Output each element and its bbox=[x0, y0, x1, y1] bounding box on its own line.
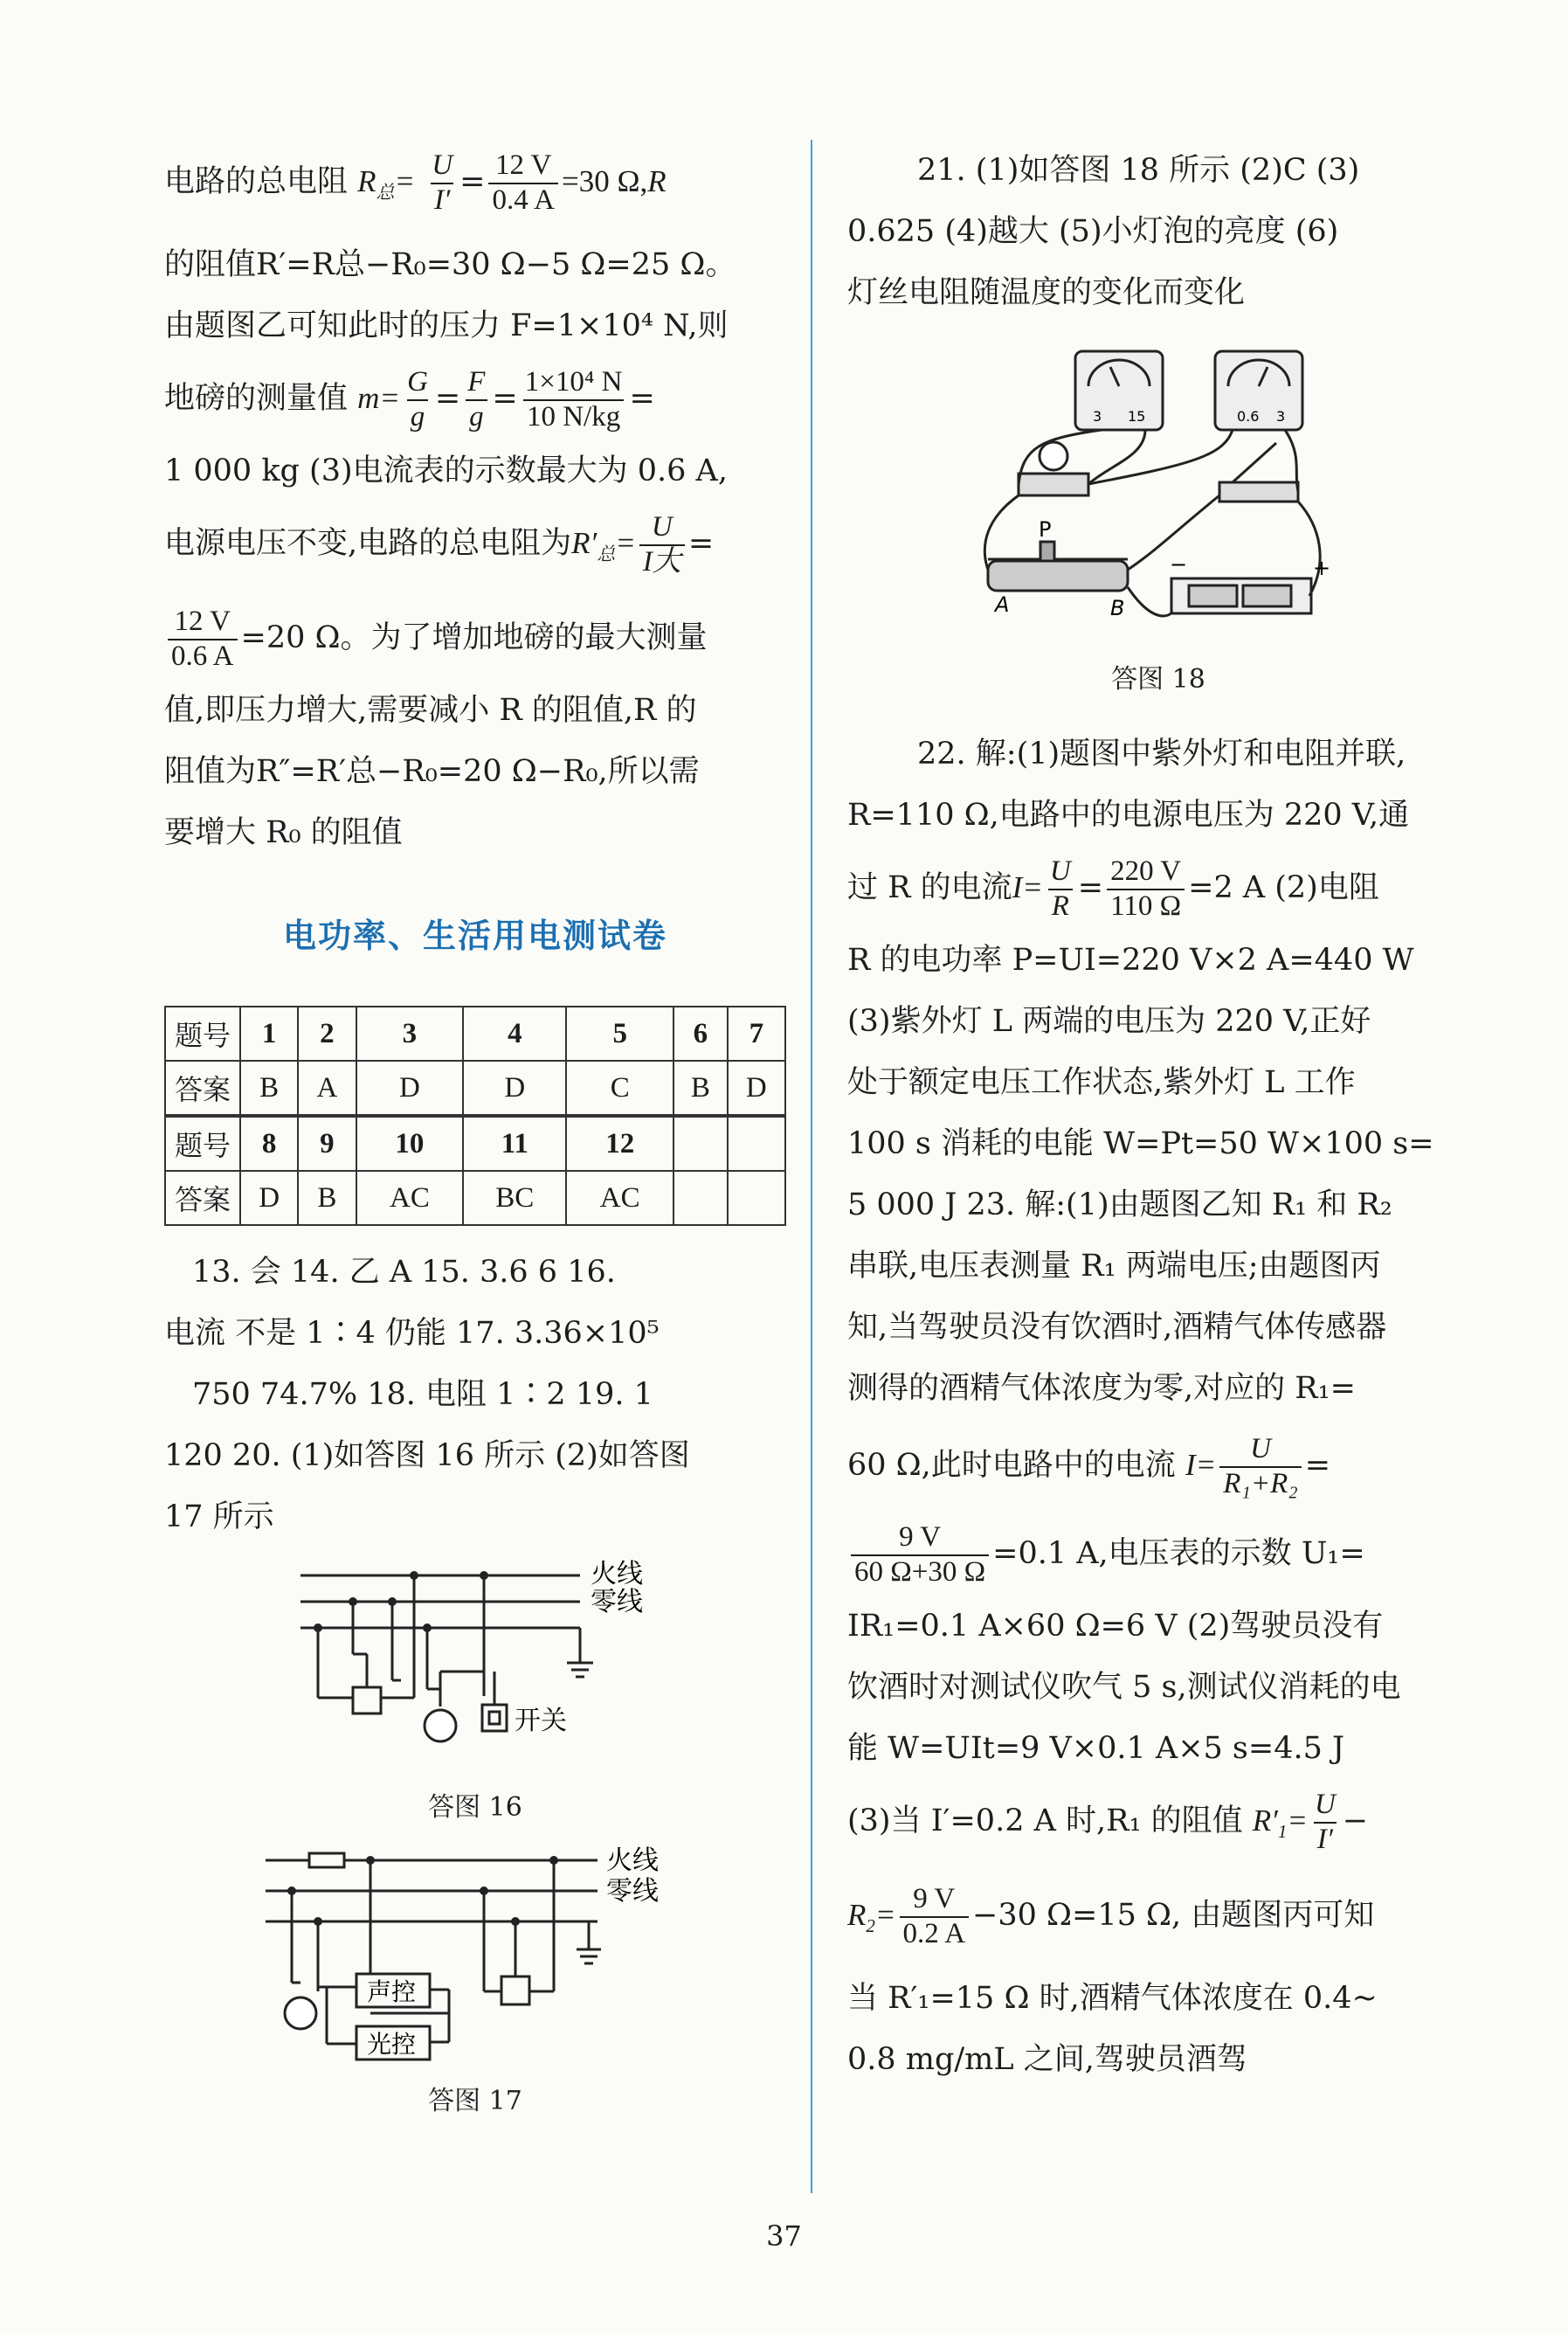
table-cell: B bbox=[673, 1061, 728, 1116]
text-line: 5 000 J 23. 解:(1)由题图乙知 R₁ 和 R₂ bbox=[847, 1187, 1392, 1222]
frac-num: G bbox=[407, 365, 428, 398]
frac-num: U bbox=[651, 510, 673, 543]
label-neutral-wire: 零线 bbox=[606, 1876, 659, 1907]
label-switch: 开关 bbox=[515, 1706, 567, 1736]
frac-den: R₁+R₂ bbox=[1219, 1466, 1302, 1501]
text-line: 120 20. (1)如答图 16 所示 (2)如答图 bbox=[164, 1438, 690, 1473]
table-cell: 3 bbox=[356, 1007, 464, 1061]
text-line: 13. 会 14. 乙 A 15. 3.6 6 16. bbox=[192, 1255, 616, 1290]
figure-caption: 答图 16 bbox=[428, 1792, 522, 1823]
label-neutral-wire: 零线 bbox=[591, 1587, 643, 1617]
text-line: (3)紫外灯 L 两端的电压为 220 V,正好 bbox=[847, 1004, 1371, 1039]
text-line: 处于额定电压工作状态,紫外灯 L 工作 bbox=[847, 1065, 1356, 1100]
label-live-wire: 火线 bbox=[591, 1559, 643, 1589]
table-label: 题号 bbox=[165, 1007, 240, 1061]
frac-den: 110 Ω bbox=[1107, 889, 1185, 924]
text-line: 100 s 消耗的电能 W=Pt=50 W×100 s= bbox=[847, 1126, 1434, 1161]
frac-den: 0.6 A bbox=[168, 639, 238, 674]
text-line: 1 000 kg (3)电流表的示数最大为 0.6 A, bbox=[164, 453, 728, 488]
text-line: 电路的总电阻 $R_总=$ $\frac{U}{I'}$ = $\frac{12 V}{0.4 A}$ =30 Ω,R bbox=[164, 149, 667, 216]
fraction bbox=[851, 1521, 989, 1589]
text-line: 测得的酒精气体浓度为零,对应的 R₁= bbox=[847, 1371, 1356, 1406]
fraction bbox=[639, 511, 685, 579]
page-number: 37 bbox=[766, 2219, 802, 2253]
table-cell bbox=[728, 1116, 785, 1171]
math-r-prime-total: $R'_总=$ bbox=[571, 526, 636, 564]
frac-den: 0.4 A bbox=[488, 183, 558, 218]
frac-den: I′ bbox=[1314, 1822, 1337, 1857]
figure-18 bbox=[847, 334, 1469, 696]
text-line: 地磅的测量值 m= $\frac{G}{g}$ = $\frac{F}{g}$ = $\frac{\text{1×10⁴ N}}{10 N/kg}$ = bbox=[164, 365, 655, 433]
math-r1-prime: $R'_1=$ bbox=[1252, 1803, 1308, 1842]
table-cell: C bbox=[566, 1061, 673, 1116]
frac-den: I大 bbox=[639, 544, 685, 579]
fraction bbox=[1219, 1433, 1302, 1501]
figure-caption: 答图 18 bbox=[1111, 664, 1205, 695]
text-span: 60 Ω,此时电路中的电流 bbox=[847, 1448, 1176, 1483]
text-line: 电源电压不变,电路的总电阻为$R'_总=$ $\frac{U}{\text{I大}}$ = bbox=[164, 510, 715, 578]
text-span: =30 Ω, bbox=[562, 164, 648, 198]
math-r-total: $R_总=$ bbox=[357, 164, 416, 203]
table-cell: AC bbox=[356, 1171, 464, 1225]
text-line: 要增大 R₀ 的阻值 bbox=[164, 815, 403, 850]
frac-num: U bbox=[1049, 855, 1071, 887]
math-i: I= bbox=[1185, 1448, 1217, 1482]
table-cell: D bbox=[240, 1171, 298, 1225]
table-cell: 1 bbox=[240, 1007, 298, 1061]
table-cell: AC bbox=[566, 1171, 673, 1225]
label-live-wire: 火线 bbox=[606, 1845, 659, 1876]
text-line: 阻值为R″=R′总−R₀=20 Ω−R₀,所以需 bbox=[164, 754, 700, 789]
right-column bbox=[847, 140, 1469, 2090]
text-line: 知,当驾驶员没有饮酒时,酒精气体传感器 bbox=[847, 1310, 1387, 1345]
table-cell: 5 bbox=[566, 1007, 673, 1061]
text-line: 串联,电压表测量 R₁ 两端电压;由题图丙 bbox=[847, 1249, 1381, 1284]
table-row bbox=[165, 1007, 785, 1061]
fraction bbox=[1107, 855, 1185, 924]
text-line: 0.625 (4)越大 (5)小灯泡的亮度 (6) bbox=[847, 214, 1339, 249]
text-line: R 的电功率 P=UI=220 V×2 A=440 W bbox=[847, 943, 1414, 978]
text-span: 电源电压不变,电路的总电阻为 bbox=[164, 526, 572, 561]
figure-16 bbox=[164, 1558, 786, 1824]
table-cell bbox=[673, 1171, 728, 1225]
table-cell: D bbox=[356, 1061, 464, 1116]
table-cell: 12 bbox=[566, 1116, 673, 1171]
text-line: 灯丝电阻随温度的变化而变化 bbox=[847, 275, 1246, 310]
table-row bbox=[165, 1116, 785, 1171]
math-r: R bbox=[647, 164, 667, 198]
table-cell: BC bbox=[463, 1171, 566, 1225]
label-slider-p: P bbox=[1039, 517, 1052, 542]
frac-num: U bbox=[1314, 1788, 1336, 1820]
fraction bbox=[1046, 855, 1074, 924]
text-line: IR₁=0.1 A×60 Ω=6 V (2)驾驶员没有 bbox=[847, 1609, 1384, 1644]
frac-den: g bbox=[466, 399, 487, 434]
text-span: =2 A (2)电阻 bbox=[1188, 870, 1379, 905]
text-line: 750 74.7% 18. 电阻 1∶2 19. 1 bbox=[192, 1377, 653, 1412]
voltmeter-scale-15: 15 bbox=[1128, 408, 1146, 425]
table-cell: 9 bbox=[298, 1116, 356, 1171]
frac-den: 10 N/kg bbox=[523, 399, 624, 434]
ammeter-scale-3: 3 bbox=[1276, 408, 1286, 425]
text-span: 过 R 的电流 bbox=[847, 870, 1012, 905]
fraction bbox=[522, 366, 626, 434]
table-cell bbox=[728, 1171, 785, 1225]
text-span: =20 Ω。为了增加地磅的最大测量 bbox=[240, 620, 708, 655]
text-line: (3)当 I′=0.2 A 时,R₁ 的阻值 $R'_1=$ $\frac{U}{I'}$ − bbox=[847, 1788, 1369, 1855]
label-terminal-b: B bbox=[1110, 596, 1125, 620]
figure-caption: 答图 17 bbox=[428, 2086, 522, 2116]
text-line bbox=[847, 1873, 1469, 1968]
figure-17 bbox=[164, 1834, 786, 2117]
frac-num: F bbox=[467, 365, 486, 398]
table-label: 答案 bbox=[165, 1171, 240, 1225]
ammeter-scale-0-6: 0.6 bbox=[1237, 408, 1260, 425]
answer-table bbox=[164, 1006, 786, 1226]
frac-den: 0.2 A bbox=[900, 1916, 970, 1951]
text-line: 17 所示 bbox=[164, 1499, 274, 1534]
frac-num: 9 V bbox=[899, 1520, 942, 1553]
math-m: m= bbox=[357, 381, 401, 415]
text-line: 21. (1)如答图 18 所示 (2)C (3) bbox=[917, 153, 1360, 188]
table-cell: B bbox=[240, 1061, 298, 1116]
voltmeter-scale-3: 3 bbox=[1093, 408, 1102, 425]
table-cell: 8 bbox=[240, 1116, 298, 1171]
fraction bbox=[488, 149, 558, 218]
math-i: I= bbox=[1012, 870, 1043, 904]
frac-num: U bbox=[432, 149, 453, 181]
frac-num: U bbox=[1250, 1432, 1271, 1464]
table-label: 题号 bbox=[165, 1116, 240, 1171]
table-cell: 2 bbox=[298, 1007, 356, 1061]
text-line: 饮酒时对测试仪吹气 5 s,测试仪消耗的电 bbox=[847, 1670, 1401, 1705]
frac-num: 12 V bbox=[174, 605, 231, 637]
table-cell: A bbox=[298, 1061, 356, 1116]
frac-den: 60 Ω+30 Ω bbox=[851, 1554, 989, 1589]
voice-light-control-diagram bbox=[231, 1834, 720, 2070]
frac-den: R bbox=[1048, 889, 1073, 924]
fraction bbox=[168, 606, 238, 674]
text-line bbox=[164, 596, 786, 680]
fraction bbox=[428, 149, 456, 218]
table-row bbox=[165, 1171, 785, 1225]
label-sound-control: 声控 bbox=[367, 1977, 417, 2006]
text-line: 0.8 mg/mL 之间,驾驶员酒驾 bbox=[847, 2042, 1247, 2077]
text-span: =0.1 A,电压表的示数 U₁= bbox=[992, 1536, 1365, 1571]
left-column bbox=[164, 140, 786, 2128]
frac-num: 1×10⁴ N bbox=[524, 365, 623, 398]
table-cell: B bbox=[298, 1171, 356, 1225]
label-terminal-a: A bbox=[995, 592, 1010, 617]
label-light-control: 光控 bbox=[367, 2030, 417, 2059]
text-line: 电流 不是 1∶4 仍能 17. 3.36×10⁵ bbox=[164, 1316, 660, 1351]
fraction bbox=[404, 366, 432, 434]
table-cell: D bbox=[728, 1061, 785, 1116]
text-line: R=110 Ω,电路中的电源电压为 220 V,通 bbox=[847, 798, 1410, 833]
frac-num: 9 V bbox=[913, 1882, 956, 1914]
table-cell: 10 bbox=[356, 1116, 464, 1171]
math-r2: $R_2=$ bbox=[847, 1898, 896, 1936]
text-line: 22. 解:(1)题图中紫外灯和电阻并联, bbox=[917, 737, 1406, 772]
label-negative: − bbox=[1170, 552, 1188, 577]
text-line: 由题图乙可知此时的压力 F=1×10⁴ N,则 bbox=[164, 308, 729, 343]
table-cell: 4 bbox=[463, 1007, 566, 1061]
table-cell: 11 bbox=[463, 1116, 566, 1171]
text-span: (3)当 I′=0.2 A 时,R₁ 的阻值 bbox=[847, 1803, 1243, 1838]
frac-den: g bbox=[407, 399, 429, 434]
table-cell: D bbox=[463, 1061, 566, 1116]
frac-num: 12 V bbox=[494, 149, 552, 181]
text-span: 电路的总电阻 bbox=[164, 164, 349, 199]
text-line: 过 R 的电流I= $\frac{U}{R}$ = $\frac{220 V}{110 \Omega}$ =2 A (2)电阻 bbox=[847, 855, 1379, 922]
text-line: 当 R′₁=15 Ω 时,酒精气体浓度在 0.4~ bbox=[847, 1981, 1378, 2016]
table-cell: 7 bbox=[728, 1007, 785, 1061]
fraction bbox=[1311, 1789, 1339, 1857]
table-cell: 6 bbox=[673, 1007, 728, 1061]
column-divider bbox=[811, 140, 812, 2193]
household-circuit-diagram bbox=[248, 1558, 702, 1776]
fraction bbox=[900, 1883, 970, 1951]
text-line: 的阻值R′=R总−R₀=30 Ω−5 Ω=25 Ω。 bbox=[164, 247, 736, 282]
section-title: 电功率、生活用电测试卷 bbox=[282, 917, 667, 955]
text-line: 值,即压力增大,需要减小 R 的阻值,R 的 bbox=[164, 693, 697, 728]
table-cell bbox=[673, 1116, 728, 1171]
experiment-circuit-figure bbox=[971, 334, 1346, 648]
fraction bbox=[464, 366, 488, 434]
text-line: 60 Ω,此时电路中的电流 I= $\frac{U}{\text{R₁+R₂}}$ = bbox=[847, 1432, 1331, 1499]
table-label: 答案 bbox=[165, 1061, 240, 1116]
frac-den: I′ bbox=[431, 183, 453, 218]
text-line bbox=[847, 1512, 1469, 1596]
frac-num: 220 V bbox=[1110, 855, 1182, 887]
table-row bbox=[165, 1061, 785, 1116]
text-span: −30 Ω=15 Ω, 由题图丙可知 bbox=[972, 1898, 1375, 1933]
text-span: 地磅的测量值 bbox=[164, 381, 349, 416]
text-line: 能 W=UIt=9 V×0.1 A×5 s=4.5 J bbox=[847, 1731, 1345, 1766]
label-positive: + bbox=[1313, 556, 1331, 580]
